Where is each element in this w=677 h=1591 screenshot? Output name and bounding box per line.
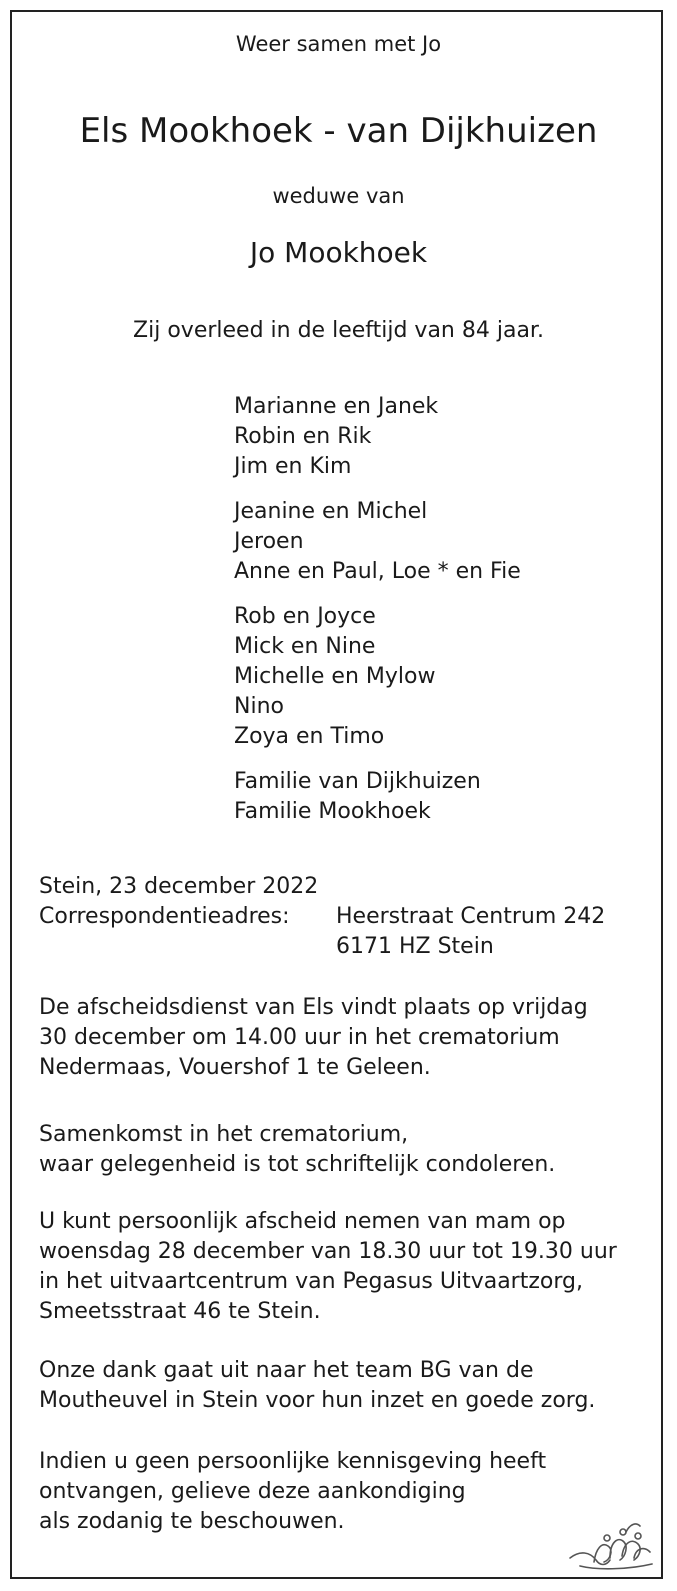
paragraph-line: woensdag 28 december van 18.30 uur tot 19.30 uur [39,1239,617,1264]
widow-of-line: weduwe van [272,184,405,208]
family-group [234,392,521,482]
paragraph-line: waar gelegenheid is tot schriftelijk condoleren. [39,1152,556,1177]
family-line: Familie Mookhoek [234,799,431,824]
family-line: Zoya en Timo [234,724,385,749]
family-line: Mick en Nine [234,634,376,659]
family-list [234,392,521,842]
address-line-1: Heerstraat Centrum 242 [336,904,606,929]
paragraph-line: Nedermaas, Vouershof 1 te Geleen. [39,1055,431,1080]
place-date [39,872,318,902]
family-line: Marianne en Janek [234,394,439,419]
age-line: Zij overleed in de leeftijd van 84 jaar. [133,318,544,343]
thanks-paragraph [39,1356,595,1416]
paragraph-line: Onze dank gaat uit naar het team BG van de [39,1358,534,1383]
family-line: Jim en Kim [234,454,352,479]
paragraph-line: ontvangen, gelieve deze aankondiging [39,1479,466,1504]
notice-paragraph [39,1447,546,1537]
family-line: Anne en Paul, Loe * en Fie [234,559,521,584]
paragraph-line: De afscheidsdienst van Els vindt plaats op vrijdag [39,995,588,1020]
paragraph-line: Samenkomst in het crematorium, [39,1122,409,1147]
spouse-name: Jo Mookhoek [249,236,428,269]
paragraph-line: als zodanig te beschouwen. [39,1509,345,1534]
family-group [234,767,521,827]
paragraph-line: Indien u geen persoonlijke kennisgeving heeft [39,1449,547,1474]
family-line: Nino [234,694,284,719]
family-group [234,602,521,752]
service-paragraph [39,993,588,1083]
top-line: Weer samen met Jo [235,32,442,56]
family-group [234,497,521,587]
gathering-paragraph [39,1120,555,1180]
family-line: Rob en Joyce [234,604,376,629]
paragraph-line: Smeetsstraat 46 te Stein. [39,1299,321,1324]
paragraph-line: 30 december om 14.00 uur in het crematorium [39,1025,560,1050]
deceased-name: Els Mookhoek - van Dijkhuizen [79,111,598,151]
family-line: Robin en Rik [234,424,372,449]
family-line: Jeroen [234,529,304,554]
address-line-2: 6171 HZ Stein [336,934,494,959]
family-logo-icon [566,1512,658,1572]
paragraph-line: in het uitvaartcentrum van Pegasus Uitvaartzorg, [39,1269,583,1294]
paragraph-line: U kunt persoonlijk afscheid nemen van mam op [39,1209,566,1234]
family-line: Familie van Dijkhuizen [234,769,481,794]
paragraph-line: Moutheuvel in Stein voor hun inzet en goede zorg. [39,1388,596,1413]
place-date-text: Stein, 23 december 2022 [39,874,319,899]
family-line: Michelle en Mylow [234,664,436,689]
correspondence-label: Correspondentieadres: [39,904,290,929]
family-line: Jeanine en Michel [234,499,428,524]
address-block [336,902,605,962]
viewing-paragraph [39,1207,617,1327]
